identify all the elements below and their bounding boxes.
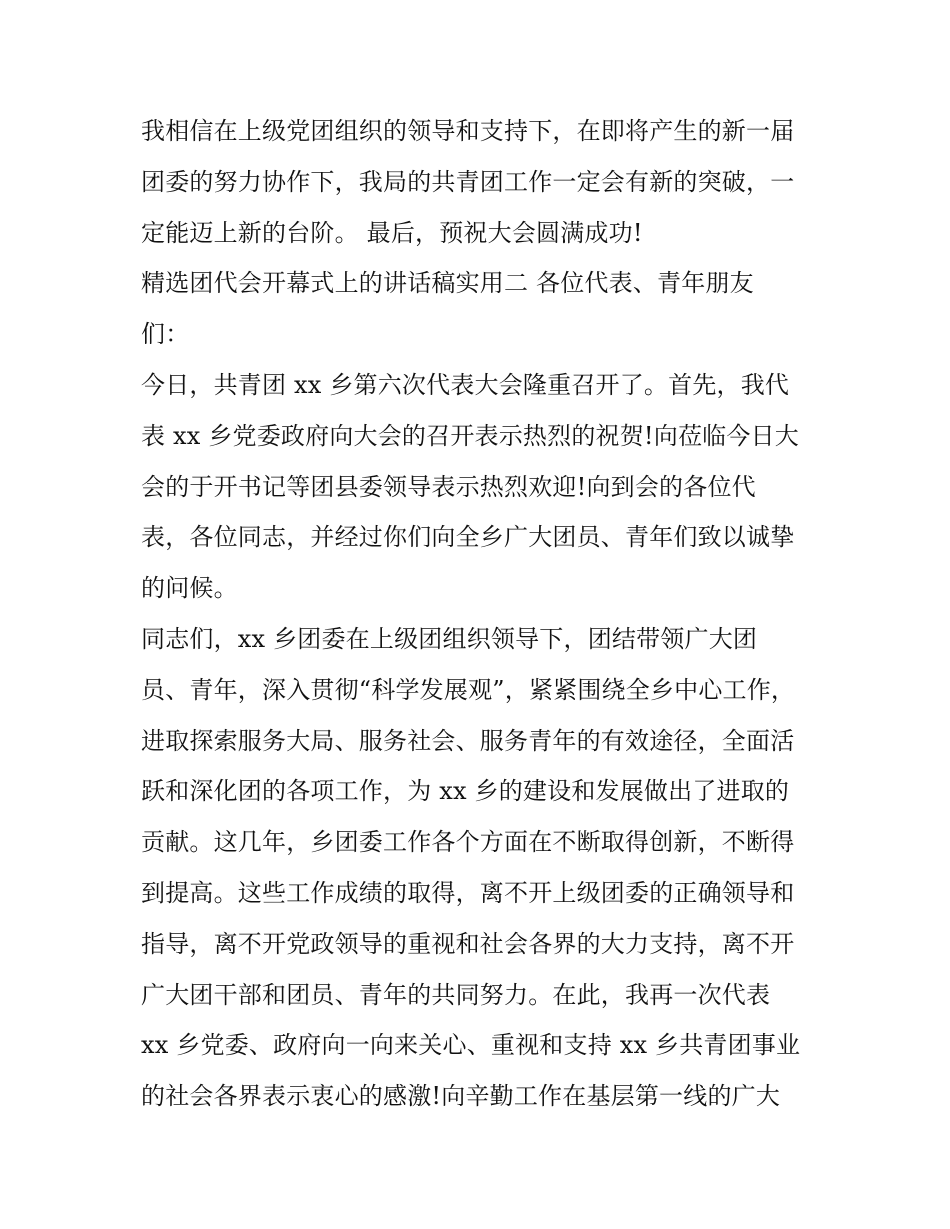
- text-line: 的问候。: [141, 574, 238, 603]
- section-heading-line: 精选团代会开幕式上的讲话稿实用二 各位代表、青年朋友: [141, 269, 754, 298]
- text-line: 们：: [141, 320, 190, 349]
- text-line: 今日，共青团 xx 乡第六次代表大会隆重召开了。首先，我代: [141, 370, 790, 399]
- text-line: 到提高。这些工作成绩的取得，离不开上级团委的正确领导和: [141, 878, 795, 907]
- text-line: xx 乡党委、政府向一向来关心、重视和支持 xx 乡共青团事业: [141, 1031, 801, 1060]
- text-line: 贡献。这几年，乡团委工作各个方面在不断取得创新，不断得: [141, 828, 795, 857]
- text-line: 指导，离不开党政领导的重视和社会各界的大力支持，离不开: [141, 929, 795, 958]
- text-line: 跃和深化团的各项工作，为 xx 乡的建设和发展做出了进取的: [141, 777, 790, 806]
- text-line: 定能迈上新的台阶。 最后，预祝大会圆满成功!: [141, 218, 643, 247]
- text-line: 会的于开书记等团县委领导表示热烈欢迎!向到会的各位代: [141, 472, 756, 501]
- text-line: 员、青年，深入贯彻“科学发展观”，紧紧围绕全乡中心工作，: [141, 675, 796, 704]
- text-line: 表 xx 乡党委政府向大会的召开表示热烈的祝贺!向莅临今日大: [141, 421, 799, 450]
- text-line: 团委的努力协作下，我局的共青团工作一定会有新的突破，一: [141, 167, 795, 196]
- text-line: 表，各位同志，并经过你们向全乡广大团员、青年们致以诚挚: [141, 523, 795, 552]
- document-body: [141, 106, 841, 1122]
- text-line: 广大团干部和团员、青年的共同努力。在此，我再一次代表: [141, 980, 771, 1009]
- text-line: 我相信在上级党团组织的领导和支持下，在即将产生的新一届: [141, 117, 795, 145]
- text-line: 的社会各界表示衷心的感激!向辛勤工作在基层第一线的广大: [141, 1082, 781, 1111]
- text-line: 同志们，xx 乡团委在上级团组织领导下，团结带领广大团: [141, 624, 758, 653]
- text-line: 进取探索服务大局、服务社会、服务青年的有效途径，全面活: [141, 726, 795, 755]
